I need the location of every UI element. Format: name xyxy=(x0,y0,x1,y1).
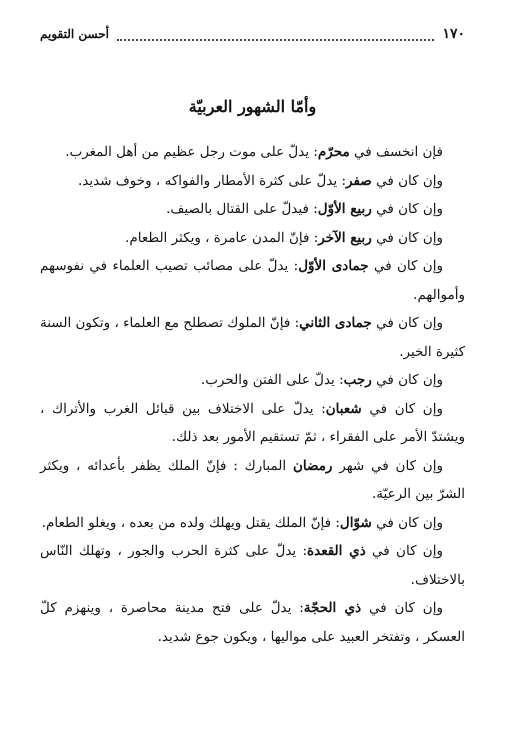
paragraph-text: : فإنّ الملك يقتل ويهلك ولده من بعده ، ويغلو الطعام. xyxy=(41,514,340,531)
month-name: ربيع الأوّل xyxy=(317,201,372,217)
paragraph-jumada-al-thani xyxy=(40,309,465,366)
month-name: رجب xyxy=(343,372,372,388)
paragraph-muharram xyxy=(40,138,465,167)
paragraph-text: وإن كان في xyxy=(371,315,444,331)
header-dotted-leader xyxy=(117,39,434,41)
paragraph-text: : يدلّ على الاختلاف بين قبائل الغرب والأتراك ، ويشتدّ الأمر على الفقراء ، ثمّ تستقيم الأمور بعد ذلك. xyxy=(40,400,465,445)
month-name: ذي القعدة xyxy=(307,543,366,559)
paragraph-rajab xyxy=(40,366,465,395)
paragraph-dhu-al-hijjah xyxy=(40,594,465,651)
paragraph-text: : يدلّ على كثرة الأمطار والفواكه ، وخوف شديد. xyxy=(77,172,347,189)
month-name: محرّم xyxy=(317,144,350,160)
paragraph-ramadan xyxy=(40,452,465,509)
paragraph-safar xyxy=(40,167,465,196)
month-name: جمادى الأوّل xyxy=(298,258,369,274)
paragraph-text: وإن كان في xyxy=(365,543,443,559)
paragraph-text: وإن كان في xyxy=(371,172,443,189)
paragraph-rabi-al-akhir xyxy=(40,224,465,253)
page-number: ١٧٠ xyxy=(442,26,465,42)
paragraph-text: : يدلّ على موت رجل عظيم من أهل المغرب. xyxy=(65,144,318,160)
paragraph-text: : يدلّ على فتح مدينة محاصرة ، وينهزم كلّ العسكر ، وتفتخر العبيد على مواليها ، ويكون جوع شديد. xyxy=(40,600,465,645)
paragraph-shawwal xyxy=(40,509,465,538)
month-name: شعبان xyxy=(325,400,362,417)
paragraph-text: : فإنّ الملوك تصطلح مع العلماء ، وتكون السنة كثيرة الخير. xyxy=(40,315,465,360)
paragraph-text: : يدلّ على الفتن والحرب. xyxy=(200,372,344,388)
paragraph-text: وإن كان في xyxy=(361,600,443,616)
paragraph-text: وإن كان في xyxy=(368,258,443,274)
paragraph-text: وإن كان في xyxy=(371,201,443,217)
month-name: ربيع الآخر xyxy=(318,229,372,246)
month-name: رمضان xyxy=(292,457,333,474)
month-name: صفر xyxy=(346,172,372,189)
paragraph-jumada-al-awwal xyxy=(40,252,465,309)
paragraph-dhu-al-qadah xyxy=(40,537,465,594)
paragraph-text: : يدلّ على مصائب تصيب العلماء في نفوسهم وأموالهم. xyxy=(40,258,465,303)
book-title: أحسن التقويم xyxy=(40,27,109,41)
paragraph-text: وإن كان في xyxy=(371,229,443,246)
paragraph-shaban xyxy=(40,395,465,452)
paragraph-text: وإن كان في شهر xyxy=(332,457,443,474)
paragraph-text: : فإنّ المدن عامرة ، ويكثر الطعام. xyxy=(125,229,319,246)
paragraph-text: : يدلّ على كثرة الحرب والجور ، وتهلك النّاس بالاختلاف. xyxy=(40,543,465,588)
paragraph-text: وإن كان في xyxy=(361,400,443,417)
paragraph-text: فإن انخسف في xyxy=(349,144,443,160)
running-header xyxy=(40,26,465,48)
month-name: ذي الحجّة xyxy=(303,600,362,616)
section-body xyxy=(40,138,465,651)
section-heading: وأمّا الشهور العربيّة xyxy=(188,97,317,116)
month-name: شوّال xyxy=(339,514,372,531)
paragraph-text: وإن كان في xyxy=(371,514,443,531)
paragraph-text: المبارك : فإنّ الملك يظفر بأعدائه ، ويكثر الشرّ بين الرعيّة. xyxy=(40,457,465,502)
paragraph-rabi-al-awwal xyxy=(40,195,465,224)
paragraph-text: : فيدلّ على القتال بالصيف. xyxy=(166,201,318,217)
month-name: جمادى الثاني xyxy=(299,315,372,331)
paragraph-text: وإن كان في xyxy=(371,372,443,388)
